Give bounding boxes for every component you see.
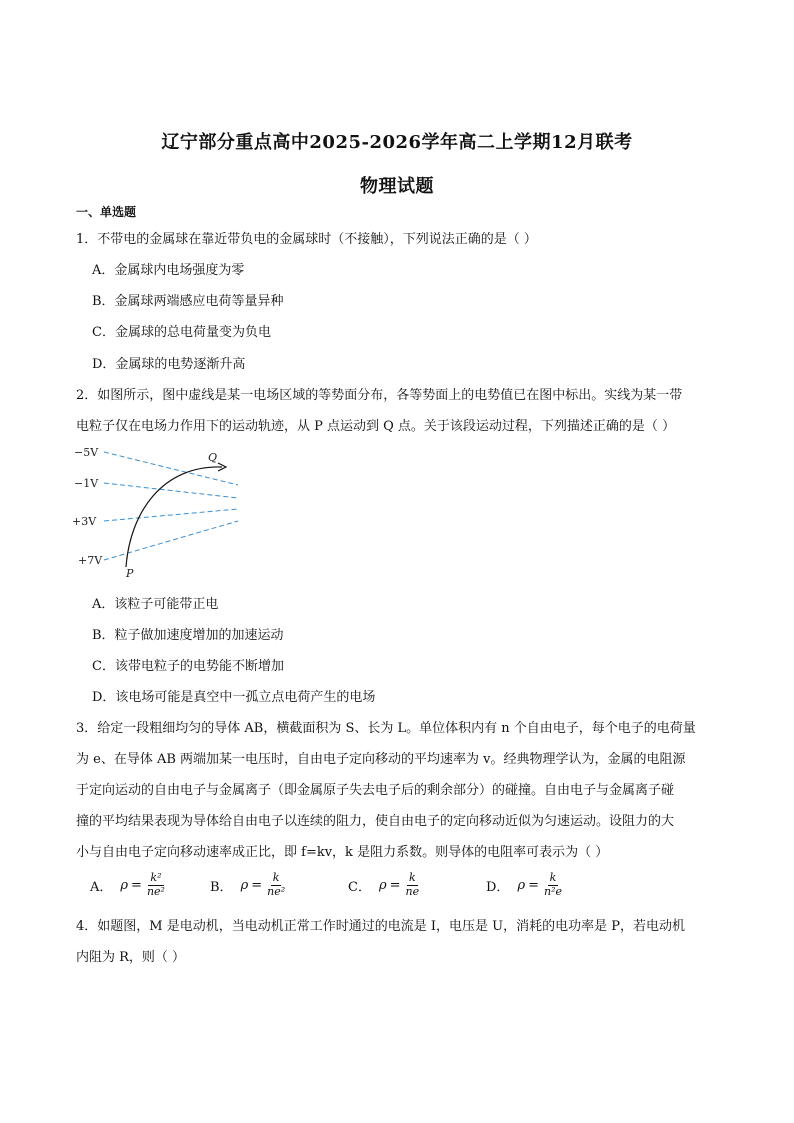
- label-minus5v: −5V: [74, 446, 99, 459]
- numerator: k: [272, 871, 280, 885]
- rho-symbol: ρ: [378, 877, 387, 893]
- rho-symbol: ρ: [517, 877, 526, 893]
- label-minus1v: −1V: [74, 477, 99, 490]
- question-2-option-b: B．粒子做加速度增加的加速运动: [92, 628, 284, 643]
- rho-symbol: ρ: [240, 877, 249, 893]
- option-label: A．: [90, 879, 113, 895]
- question-1-option-d: D．金属球的电势逐渐升高: [92, 357, 246, 372]
- question-2-option-a: A．该粒子可能带正电: [92, 597, 219, 612]
- denominator: ne²: [146, 884, 165, 898]
- label-point-q: Q: [208, 451, 218, 464]
- question-3-line-2: 为 e、在导体 AB 两端加某一电压时，自由电子定向移动的平均速率为 v。经典物理学认为，金属的电阻源: [76, 752, 686, 767]
- question-3-option-d: [486, 868, 564, 902]
- equipotential-line-minus1: [104, 483, 238, 498]
- question-3-option-c: [348, 868, 421, 902]
- question-2-stem-line-1: 2．如图所示，图中虚线是某一电场区域的等势面分布，各等势面上的电势值已在图中标出。实线为某一带: [76, 388, 683, 403]
- denominator: ne²: [267, 884, 286, 898]
- numerator: k: [549, 871, 557, 885]
- numerator: k: [408, 871, 416, 885]
- numerator: k²: [150, 871, 162, 885]
- question-3-line-4: 撞的平均结果表现为导体给自由电子以连续的阻力，使自由电子的定向移动近似为匀速运动。设阻力的大: [76, 814, 675, 829]
- equals-sign: =: [528, 877, 539, 893]
- question-3-option-b: [210, 868, 287, 902]
- fraction: [404, 872, 422, 897]
- equals-sign: =: [389, 877, 401, 893]
- equals-sign: =: [131, 877, 142, 893]
- particle-trajectory: [126, 467, 222, 567]
- section-heading: 一、单选题: [76, 205, 137, 219]
- question-4-line-2: 内阻为 R，则（ ）: [76, 950, 186, 965]
- question-3-option-a: [90, 868, 167, 902]
- question-2-option-d: D．该电场可能是真空中一孤立点电荷产生的电场: [92, 690, 376, 705]
- option-label: C．: [348, 879, 371, 895]
- question-3-line-1: 3．给定一段粗细均匀的导体 AB，横截面积为 S、长为 L。单位体积内有 n 个自由电子，每个电子的电荷量: [76, 721, 696, 736]
- exam-title: 辽宁部分重点高中2025-2026学年高二上学期12月联考: [161, 132, 633, 153]
- fraction: [542, 872, 564, 897]
- question-1-stem: 1．不带电的金属球在靠近带负电的金属球时（不接触），下列说法正确的是（ ）: [76, 232, 537, 247]
- option-label: D．: [486, 879, 510, 895]
- label-plus3v: +3V: [72, 515, 97, 528]
- rho-symbol: ρ: [120, 877, 129, 893]
- fraction: [265, 872, 287, 897]
- question-2-option-c: C．该带电粒子的电势能不断增加: [92, 659, 284, 674]
- question-1-option-a: A．金属球内电场强度为零: [92, 263, 245, 278]
- label-plus7v: +7V: [78, 554, 103, 567]
- question-3-line-5: 小与自由电子定向移动速率成正比，即 f=kv，k 是阻力系数。则导体的电阻率可表示为（ ）: [76, 845, 609, 860]
- denominator: n²e: [544, 884, 563, 898]
- equipotential-line-plus3: [104, 509, 238, 521]
- label-point-p: P: [126, 567, 134, 578]
- question-1-option-c: C．金属球的总电荷量变为负电: [92, 325, 271, 340]
- denominator: ne: [405, 884, 420, 898]
- question-4-line-1: 4．如题图，M 是电动机，当电动机正常工作时通过的电流是 I，电压是 U，消耗的电功率是 P，若电动机: [76, 919, 685, 934]
- equals-sign: =: [251, 877, 263, 893]
- equipotential-line-plus7: [104, 521, 238, 560]
- question-3-options: [90, 868, 690, 908]
- equipotential-diagram: [72, 443, 252, 578]
- question-3-line-3: 于定向运动的自由电子与金属离子（即金属原子失去电子后的剩余部分）的碰撞。自由电子与金属离子碰: [76, 783, 675, 798]
- fraction: [145, 872, 167, 897]
- exam-subtitle: 物理试题: [360, 176, 434, 197]
- question-2-stem-line-2: 电粒子仅在电场力作用下的运动轨迹，从 P 点运动到 Q 点。关于该段运动过程，下列描述正确的是（ ）: [76, 419, 676, 434]
- option-label: B．: [210, 879, 233, 895]
- question-1-option-b: B．金属球两端感应电荷等量异种: [92, 294, 284, 309]
